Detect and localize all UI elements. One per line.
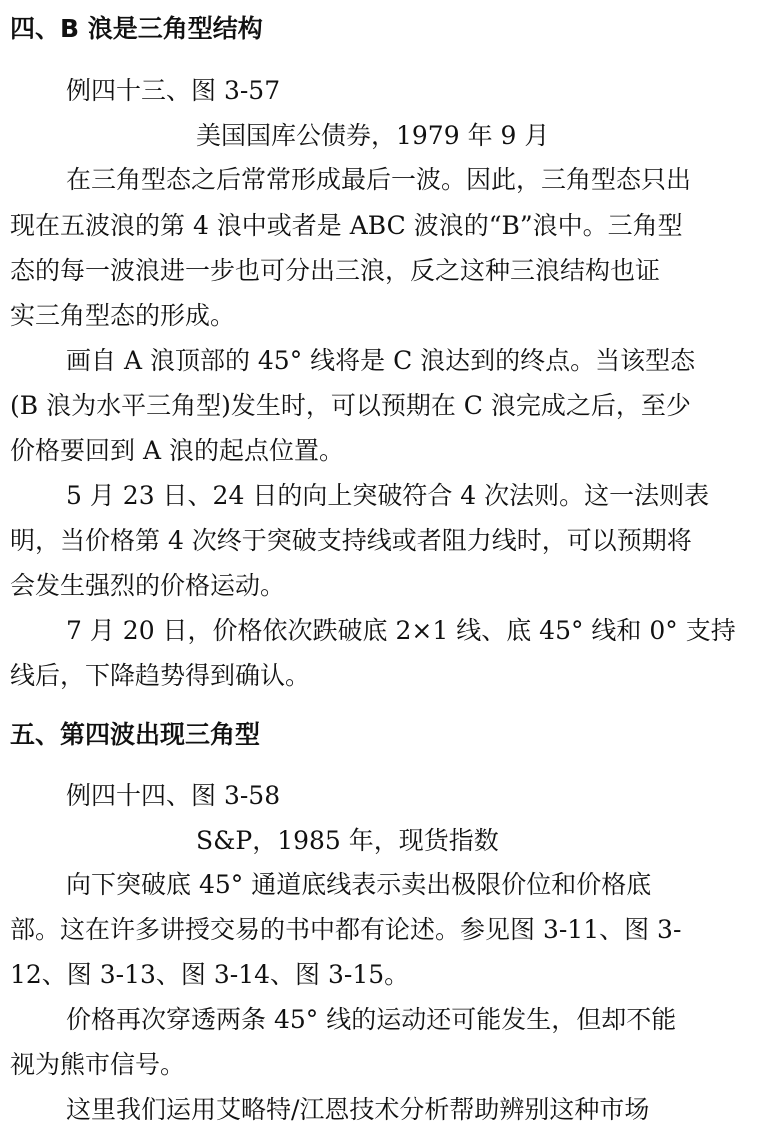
paragraph-line: 会发生强烈的价格运动。: [10, 571, 286, 600]
example-label: 例四十三、图 3-57: [66, 76, 281, 105]
figure-caption: 美国国库公债券，1979 年 9 月: [196, 121, 550, 150]
paragraph-line: 12、图 3-13、图 3-14、图 3-15。: [10, 960, 410, 989]
paragraph-line: 画自 A 浪顶部的 45° 线将是 C 浪达到的终点。当该型态: [66, 346, 696, 375]
paragraph-line: 实三角型态的形成。: [10, 301, 236, 330]
paragraph-line: 在三角型态之后常常形成最后一波。因此，三角型态只出: [66, 165, 692, 194]
paragraph-line: 视为熊市信号。: [10, 1050, 186, 1079]
paragraph-line: 7 月 20 日，价格依次跌破底 2×1 线、底 45° 线和 0° 支持: [66, 616, 736, 645]
paragraph-line: 明，当价格第 4 次终于突破支持线或者阻力线时，可以预期将: [10, 526, 692, 555]
paragraph-line: (B 浪为水平三角型)发生时，可以预期在 C 浪完成之后，至少: [10, 391, 691, 420]
paragraph-line: 价格再次穿透两条 45° 线的运动还可能发生，但却不能: [66, 1005, 677, 1034]
section-heading: 五、第四波出现三角型: [10, 720, 261, 749]
example-label: 例四十四、图 3-58: [66, 781, 281, 810]
paragraph-line: 部。这在许多讲授交易的书中都有论述。参见图 3-11、图 3-: [10, 915, 682, 944]
paragraph-line: 现在五波浪的第 4 浪中或者是 ABC 波浪的“B”浪中。三角型: [10, 211, 683, 240]
paragraph-line: 价格要回到 A 浪的起点位置。: [10, 436, 344, 465]
paragraph-line: 线后，下降趋势得到确认。: [10, 661, 311, 690]
section-heading: 四、B 浪是三角型结构: [10, 14, 263, 43]
paragraph-line: 态的每一波浪进一步也可分出三浪，反之这种三浪结构也证: [10, 256, 661, 285]
figure-caption: S&P，1985 年，现货指数: [196, 826, 499, 855]
paragraph-line: 向下突破底 45° 通道底线表示卖出极限价位和价格底: [66, 870, 652, 899]
paragraph-line: 5 月 23 日、24 日的向上突破符合 4 次法则。这一法则表: [66, 481, 710, 510]
paragraph-line: 这里我们运用艾略特/江恩技术分析帮助辨别这种市场: [66, 1095, 650, 1124]
